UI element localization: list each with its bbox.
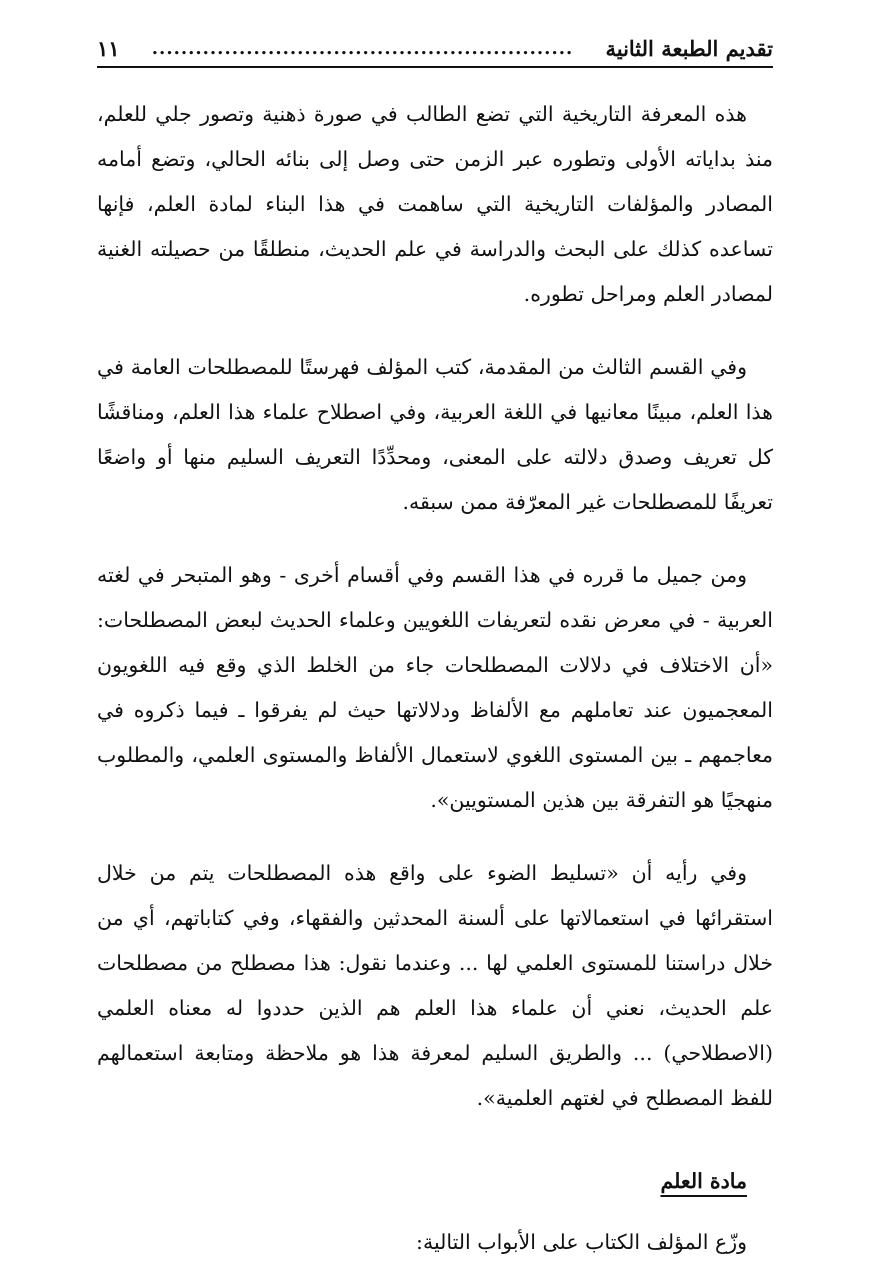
section-paragraph: وزّع المؤلف الكتاب على الأبواب التالية:: [416, 1230, 747, 1254]
header-title: تقديم الطبعة الثانية: [605, 36, 773, 61]
paragraph-4: وفي رأيه أن «تسليط الضوء على واقع هذه المصطلحات يتم من خلال استقرائها في استعمالاتها على ألسنة المحدثين والفقهاء، وفي كتاباتهم، أي من خلال دراستنا للمستوى العلمي لها ... وعندما نقول: هذا مصطلح من مصطلحات علم الحديث، نعني أن علماء هذا العلم هم الذين حددوا له معناه العلمي (الاصطلاحي) ... والطريق السليم لمعرفة هذا هو ملاحظة ومتابعة استعمالهم للفظ المصطلح في لغتهم العلمية».: [97, 861, 774, 1110]
header-dot-leader: ..........................................................: [151, 38, 574, 59]
header-rule: [97, 66, 773, 68]
paragraph-1: هذه المعرفة التاريخية التي تضع الطالب في صورة ذهنية وتصور جلي للعلم، منذ بداياته الأولى وتطوره عبر الزمن حتى وصل إلى بنائه الحالي، وتضع أمامه المصادر والمؤلفات التاريخية التي ساهمت في هذا البناء لمادة العلم، فإنها تساعده كذلك على البحث والدراسة في علم الحديث، منطلقًا من حصيلته الغنية لمصادر العلم ومراحل تطوره.: [97, 102, 773, 306]
page-number: ١١: [97, 36, 120, 61]
section-heading: مادة العلم: [660, 1169, 747, 1193]
paragraph-2: وفي القسم الثالث من المقدمة، كتب المؤلف فهرستًا للمصطلحات العامة في هذا العلم، مبينًا معانيها في اللغة العربية، وفي اصطلاح علماء هذا العلم، ومناقشًا كل تعريف وصدق دلالته على المعنى، ومحدِّدًا التعريف السليم منها أو واضعًا تعريفًا للمصطلحات غير المعرّفة ممن سبقه.: [97, 355, 773, 514]
running-header: [97, 28, 773, 64]
paragraph-3: ومن جميل ما قرره في هذا القسم وفي أقسام أخرى - وهو المتبحر في لغته العربية - في معرض نقده لتعريفات اللغويين وعلماء الحديث لبعض المصطلحات: «أن الاختلاف في دلالات المصطلحات جاء من الخلط الذي وقع فيه اللغويون المعجميون عند تعاملهم مع الألفاظ ودلالاتها حيث لم يفرقوا ـ فيما ذكروه في معاجمهم ـ بين المستوى اللغوي لاستعمال الألفاظ والمستوى العلمي، والمطلوب منهجيًا هو التفرقة بين هذين المستويين».: [97, 563, 773, 812]
page-body: [97, 92, 773, 1265]
